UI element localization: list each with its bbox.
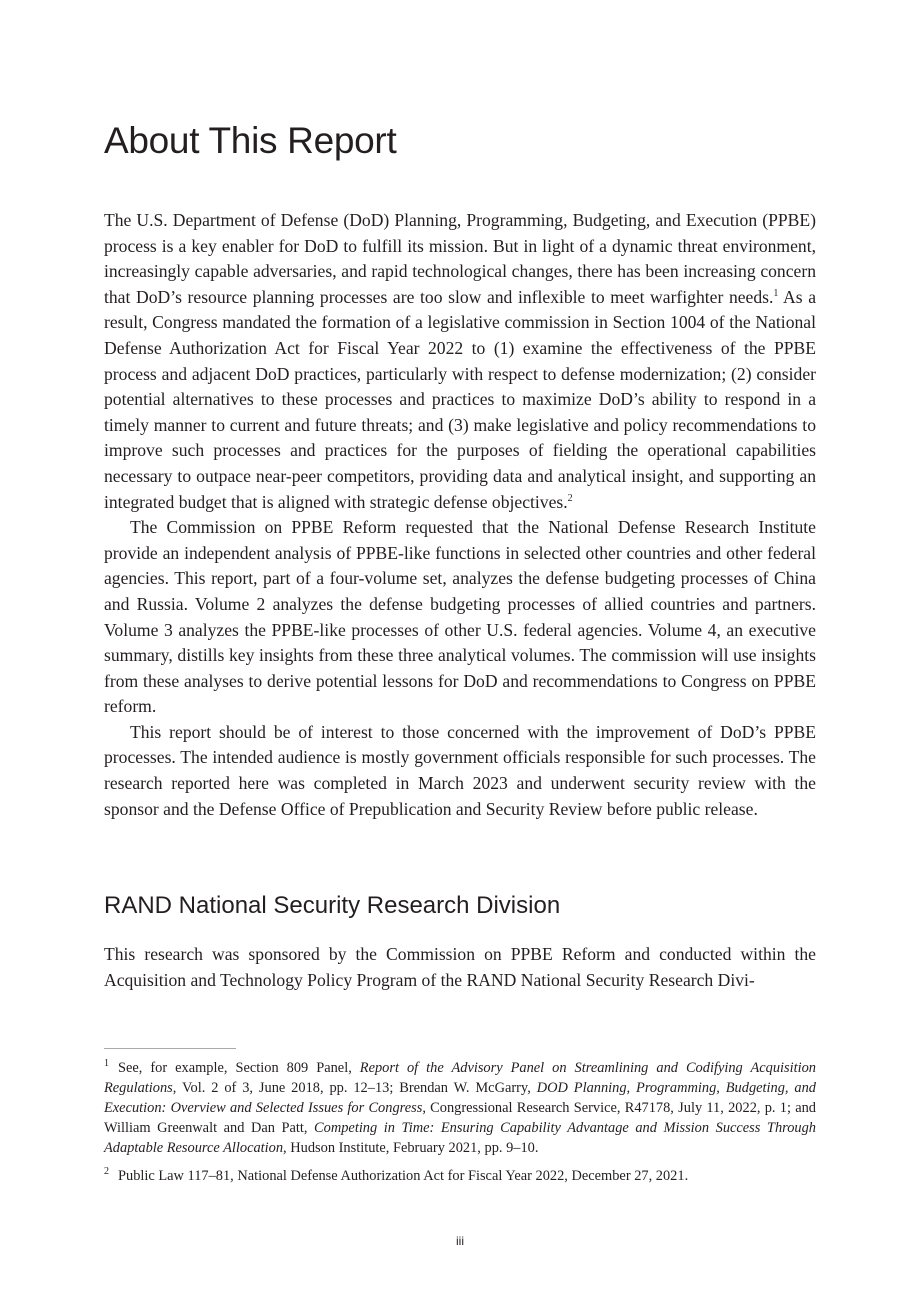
- footnote-ref-2[interactable]: 2: [567, 492, 573, 504]
- footnote-1-number: 1: [104, 1058, 109, 1070]
- footnote-1-title-1: Report of the Advisory Panel on Streamlining and Codifying Acquisition Regulations: [104, 1060, 817, 1096]
- footnotes: [104, 1058, 816, 1194]
- paragraph-2: The Commission on PPBE Reform requested that the National Defense Research Institute provide an independent analysis of PPBE-like functions in selected other countries and other federal agencies. This report, part of a four-volume set, analyzes the defense budgeting processes of China and Russia. Volume 2 analyzes the defense budgeting processes of allied countries and partners. Volume 3 analyzes the PPBE-like processes of other U.S. federal agencies. Volume 4, an executive summary, distills key insights from these three analytical volumes. The commission will use insights from these analyses to derive potential lessons for DoD and recommendations to Congress on PPBE reform.: [104, 517, 816, 717]
- footnote-1: [104, 1058, 816, 1158]
- footnote-1-title-3: Competing in Time: Ensuring Capability Advantage and Mission Success Through Adaptable Resource Allocation: [104, 1120, 816, 1156]
- footnote-2-text: Public Law 117–81, National Defense Authorization Act for Fiscal Year 2022, December 27, 2021.: [118, 1168, 689, 1184]
- paragraph-1: [104, 208, 816, 515]
- footnote-1-text: See, for example, Section 809 Panel,: [118, 1060, 360, 1076]
- footnote-2: [104, 1166, 816, 1186]
- footnote-1-text: , Congressional Research Service, R47178, July 11, 2022, p. 1; and William Greenwalt and Dan Patt,: [104, 1100, 817, 1136]
- footnote-1-text: , Hudson Institute, February 2021, pp. 9–10.: [283, 1140, 539, 1156]
- intro-body: [104, 208, 816, 822]
- paragraph-3: This report should be of interest to those concerned with the improvement of DoD’s PPBE processes. The intended audience is mostly government officials responsible for such processes. The research reported here was completed in March 2023 and underwent security review with the sponsor and the Defense Office of Prepublication and Security Review before public release.: [104, 721, 816, 819]
- footnote-divider: [104, 1048, 236, 1049]
- paragraph-1-part-a: The U.S. Department of Defense (DoD) Planning, Programming, Budgeting, and Execution (PPBE) process is a key enabler for DoD to fulfill its mission. But in light of a dynamic threat environment, increasingly capable adversaries, and rapid technological changes, there has been increasing concern that DoD’s resource planning processes are too slow and inflexible to meet warfighter needs.: [104, 210, 816, 307]
- page-title: About This Report: [104, 120, 397, 161]
- paragraph-1-part-b: As a result, Congress mandated the formation of a legislative commission in Section 1004 of the National Defense Authorization Act for Fiscal Year 2022 to (1) examine the effectiveness of the PPBE process and adjacent DoD practices, particularly with respect to defense modernization; (2) consider potential alternatives to these processes and practices to maximize DoD’s ability to respond in a timely manner to current and future threats; and (3) make legislative and policy recommendations to improve such processes and practices for the purposes of fielding the operational capabilities necessary to outpace near-peer competitors, providing data and analytical insight, and supporting an integrated budget that is aligned with strategic defense objectives.: [104, 286, 817, 512]
- section-paragraph: This research was sponsored by the Commission on PPBE Reform and conducted within the Acquisition and Technology Policy Program of the RAND National Security Research Divi-: [104, 944, 816, 990]
- section-heading: RAND National Security Research Division: [104, 892, 561, 919]
- page-number: iii: [456, 1234, 464, 1248]
- footnote-1-title-2: DOD Planning, Programming, Budgeting, and Execution: Overview and Selected Issues for Congress: [104, 1080, 816, 1116]
- footnote-1-text: , Vol. 2 of 3, June 2018, pp. 12–13; Brendan W. McGarry,: [172, 1080, 537, 1096]
- footnote-2-number: 2: [104, 1166, 109, 1178]
- section-body: [104, 942, 816, 993]
- footnote-ref-1[interactable]: 1: [773, 287, 779, 299]
